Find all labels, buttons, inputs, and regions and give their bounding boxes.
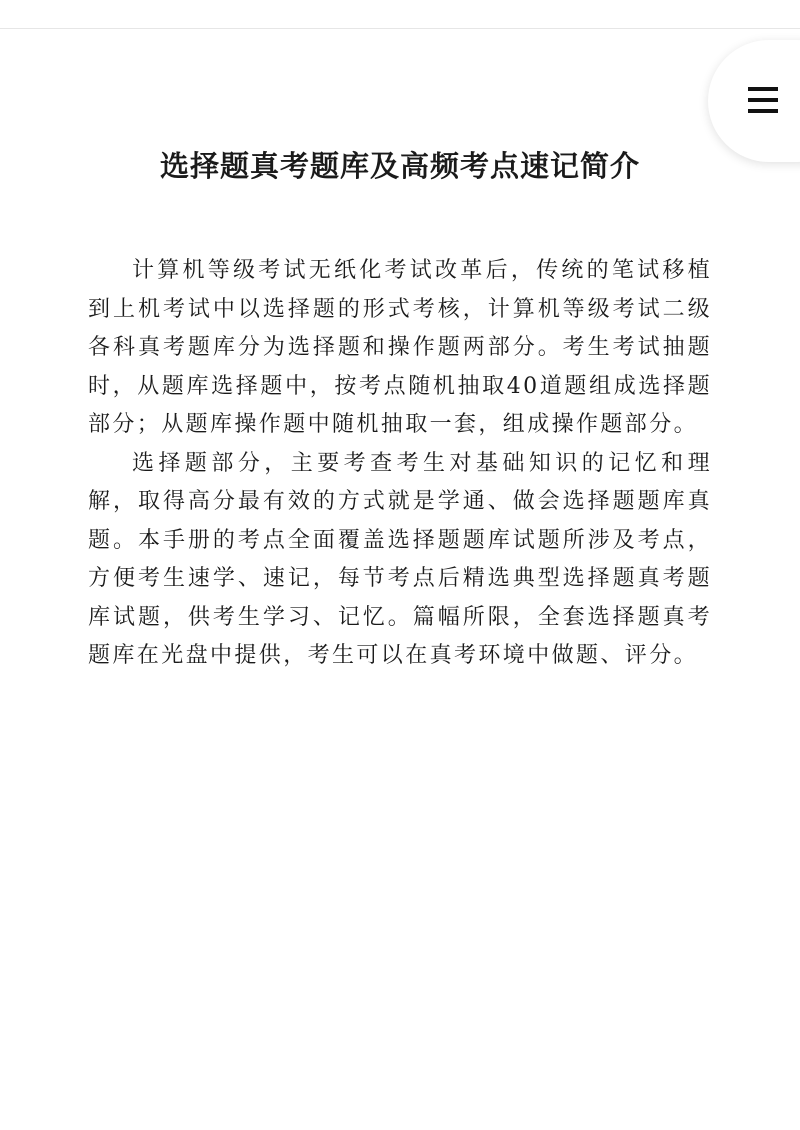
top-divider <box>0 28 800 29</box>
page-title: 选择题真考题库及高频考点速记简介 <box>159 149 640 183</box>
paragraph-2: 选择题部分，主要考查考生对基础知识的记忆和理解，取得高分最有效的方式就是学通、做会选择题题库真题。本手册的考点全面覆盖选择题题库试题所涉及考点，方便考生速学、速记，每节考点后精选典型选择题真考题库试题，供考生学习、记忆。篇幅所限，全套选择题真考题库在光盘中提供，考生可以在真考环境中做题、评分。 <box>88 450 712 668</box>
menu-icon <box>748 85 778 115</box>
article-body <box>88 252 712 676</box>
menu-button[interactable] <box>708 40 800 162</box>
paragraph-1: 计算机等级考试无纸化考试改革后，传统的笔试移植到上机考试中以选择题的形式考核，计算机等级考试二级各科真考题库分为选择题和操作题两部分。考生考试抽题时，从题库选择题中，按考点随机抽取40道题组成选择题部分；从题库操作题中随机抽取一套，组成操作题部分。 <box>88 258 712 437</box>
